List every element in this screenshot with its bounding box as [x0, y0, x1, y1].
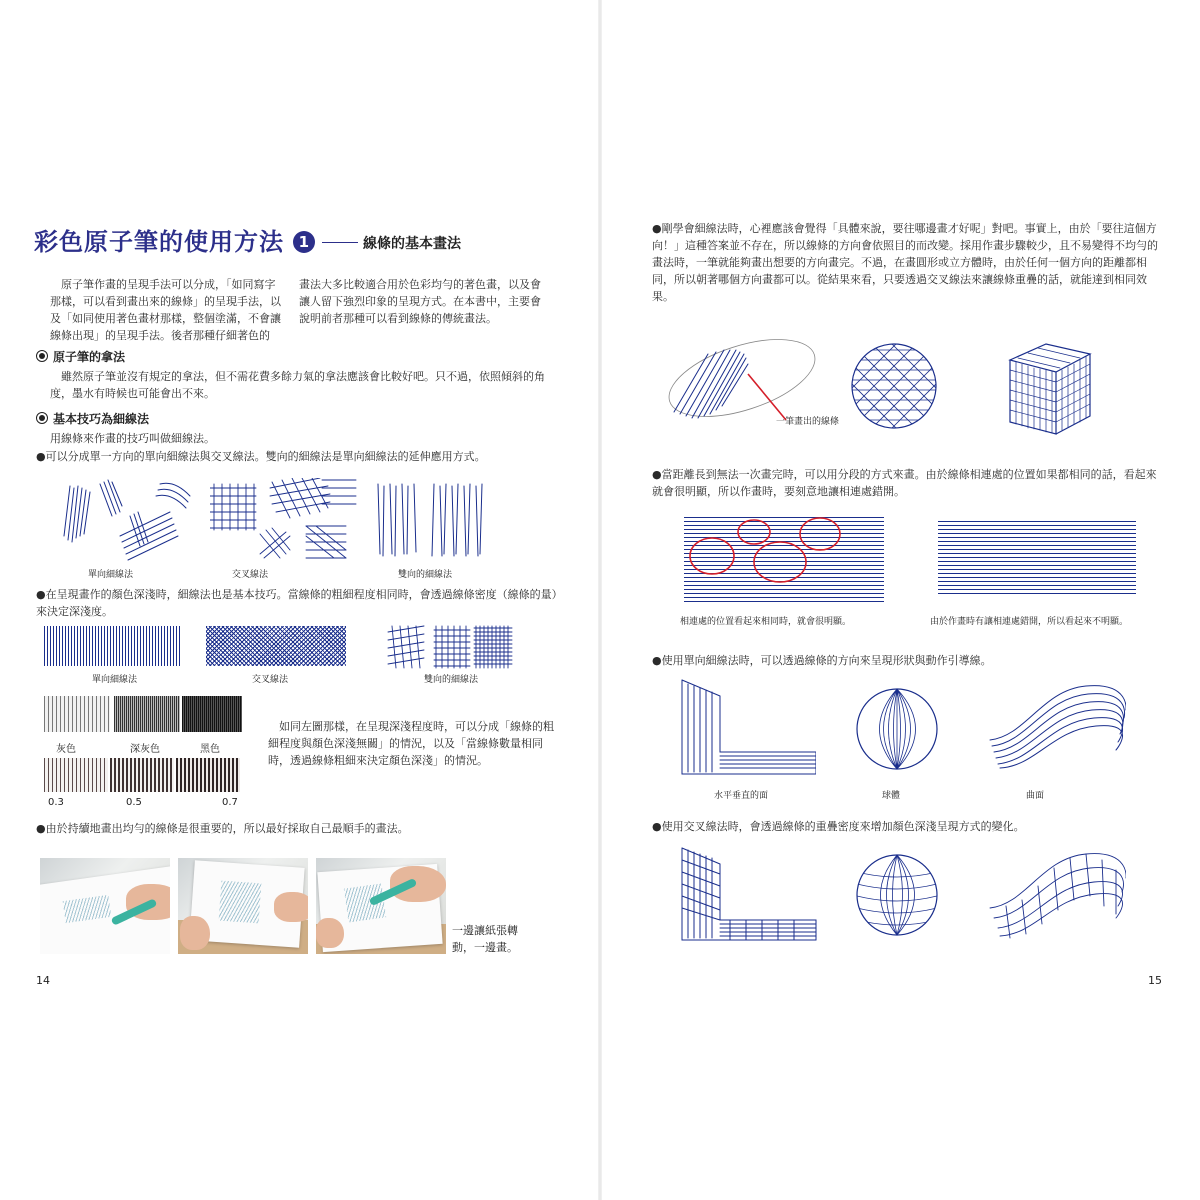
tone-side-note: 如同左圖那樣，在呈現深淺程度時，可以分成「線條的粗細程度與顏色深淺無關」的情況，以及「當線條數量相同時，透過線條粗細來決定顏色深淺」的情況。 — [268, 720, 554, 767]
row1-caption-single: 單向細線法 — [88, 570, 134, 580]
chapter-title — [34, 222, 315, 257]
bullet-segmented-lines: ●當距離長到無法一次畫完時，可以用分段的方式來畫。由於線條相連處的位置如果都相同的話，看起來就會很明顯，所以作畫時，要刻意地讓相連處錯開。 — [652, 468, 1157, 498]
density-bidirectional-swatch — [384, 622, 514, 670]
single-hatching-plane-illustration — [676, 678, 816, 776]
photo-drawing-step-2 — [178, 858, 308, 954]
cross-hatching-plane-illustration — [676, 846, 818, 942]
shape-caption-sphere: 球體 — [882, 791, 901, 801]
row2-caption-bidirectional: 雙向的細線法 — [424, 675, 479, 685]
page-number-right: 15 — [1148, 974, 1162, 987]
caption-joints-visible: 相連處的位置看起來相同時，就會很明顯。 — [680, 617, 852, 627]
shape-caption-curve: 曲面 — [1026, 791, 1045, 801]
row1-caption-cross: 交叉線法 — [232, 570, 269, 580]
chapter-number-badge: 1 — [293, 231, 315, 253]
title-rule — [322, 242, 358, 243]
cross-hatching-curved-surface-illustration — [986, 848, 1126, 940]
cross-hatching-sample — [210, 478, 360, 566]
section-heading-holding — [36, 348, 125, 365]
width-label-05: 0.5 — [126, 797, 142, 808]
bullet-consistent-lines: ●由於持續地畫出均勻的線條是很重要的，所以最好採取自己最順手的畫法。 — [36, 822, 409, 835]
intro-column-1: 原子筆作畫的呈現手法可以分成，「如同寫字那樣，可以看到畫出來的線條」的呈現手法，以及「如同使用著色畫材那樣，整個塗滿，不會讓線條出現」的呈現手法。後者那種仔細著色的 — [50, 278, 281, 342]
section-heading-technique — [36, 410, 149, 427]
shape-caption-plane: 水平垂直的面 — [714, 791, 769, 801]
single-hatching-curved-surface-illustration — [986, 680, 1126, 772]
segmented-lines-good-example — [938, 518, 1136, 594]
chapter-subtitle: 線條的基本畫法 — [363, 236, 461, 252]
section-heading-technique-text: 基本技巧為細線法 — [53, 412, 150, 426]
width-03-swatch — [44, 758, 108, 792]
tone-gray-swatch — [44, 696, 110, 732]
photo-drawing-step-1 — [40, 858, 170, 954]
bullet-single-direction-shapes: ●使用單向細線法時，可以透過線條的方向來呈現形狀與動作引導線。 — [652, 654, 992, 667]
section-technique-text: 用線條來作畫的技巧叫做細線法。 — [50, 432, 215, 445]
section-bullet-icon — [36, 350, 48, 362]
bullet-density: ●在呈現畫作的顏色深淺時，細線法也是基本技巧。當線條的粗細程度相同時，會透過線條密度（線條的量）來決定深淺度。 — [36, 588, 563, 618]
right-page — [600, 0, 1200, 1200]
bidirectional-hatching-sample — [370, 482, 500, 562]
density-single-swatch — [44, 626, 182, 666]
tone-label-gray: 灰色 — [56, 744, 76, 755]
cross-hatching-sphere-illustration — [854, 852, 940, 938]
tone-dark-gray-swatch — [114, 696, 180, 732]
joint-highlight-circles — [684, 514, 884, 602]
section-holding-text: 雖然原子筆並沒有規定的拿法，但不需花費多餘力氣的拿法應該會比較好吧。只不過，依照傾斜的角度，墨水有時候也可能會出不來。 — [50, 370, 545, 400]
row2-caption-cross: 交叉線法 — [252, 675, 289, 685]
tone-label-black: 黑色 — [200, 744, 220, 755]
tone-black-swatch — [182, 696, 242, 732]
bullet-cross-hatching-shapes: ●使用交叉線法時，會透過線條的重疊密度來增加顏色深淺呈現方式的變化。 — [652, 820, 1025, 833]
width-05-swatch — [110, 758, 174, 792]
intro-column-2: 畫法大多比較適合用於色彩均勻的著色畫，以及會讓人留下強烈印象的呈現方式。在本書中，主要會說明前者那種可以看到線條的傳統畫法。 — [299, 278, 541, 325]
single-direction-hatching-sample — [60, 476, 200, 566]
section-heading-holding-text: 原子筆的拿法 — [53, 350, 126, 364]
tone-label-dark-gray: 深灰色 — [130, 744, 160, 755]
bullet-hatching-types: ●可以分成單一方向的單向細線法與交叉線法。雙向的細線法是單向細線法的延伸應用方式。 — [36, 450, 486, 463]
page-number-left: 14 — [36, 974, 50, 987]
photo-drawing-step-3 — [316, 858, 446, 954]
caption-joints-hidden: 由於作畫時有讓相連處錯開，所以看起來不明顯。 — [930, 617, 1129, 627]
width-07-swatch — [176, 758, 240, 792]
row2-caption-single: 單向細線法 — [92, 675, 138, 685]
single-hatching-sphere-illustration — [854, 686, 940, 772]
crosshatch-sphere-illustration — [848, 340, 940, 432]
row1-caption-bidirectional: 雙向的細線法 — [398, 570, 453, 580]
width-label-03: 0.3 — [48, 797, 64, 808]
bullet-direction-intro: ●剛學會細線法時，心裡應該會覺得「具體來說，要往哪邊畫才好呢」對吧。事實上，由於「要往這個方向！」這種答案並不存在，所以線條的方向會依照目的而改變。採用作畫步驟較少，且不易變得不均勻的畫法時，一筆就能夠畫出想要的方向畫完。不過，在畫圓形或立方體時，由於任何一個方向的距離都相同，所以朝著哪個方向畫都可以。從結果來看，只要透過交叉線法來讓線條重疊的話，就能達到相同效果。 — [652, 222, 1158, 303]
density-cross-swatch — [206, 626, 346, 666]
width-label-07: 0.7 — [222, 797, 238, 808]
section-bullet-icon — [36, 412, 48, 424]
photo-rotate-note: 一邊讓紙張轉動，一邊畫。 — [452, 924, 518, 954]
crosshatch-cube-illustration — [1000, 336, 1100, 438]
single-stroke-label: 一筆畫出的線條 — [776, 417, 840, 427]
chapter-title-text: 彩色原子筆的使用方法 — [34, 227, 284, 256]
